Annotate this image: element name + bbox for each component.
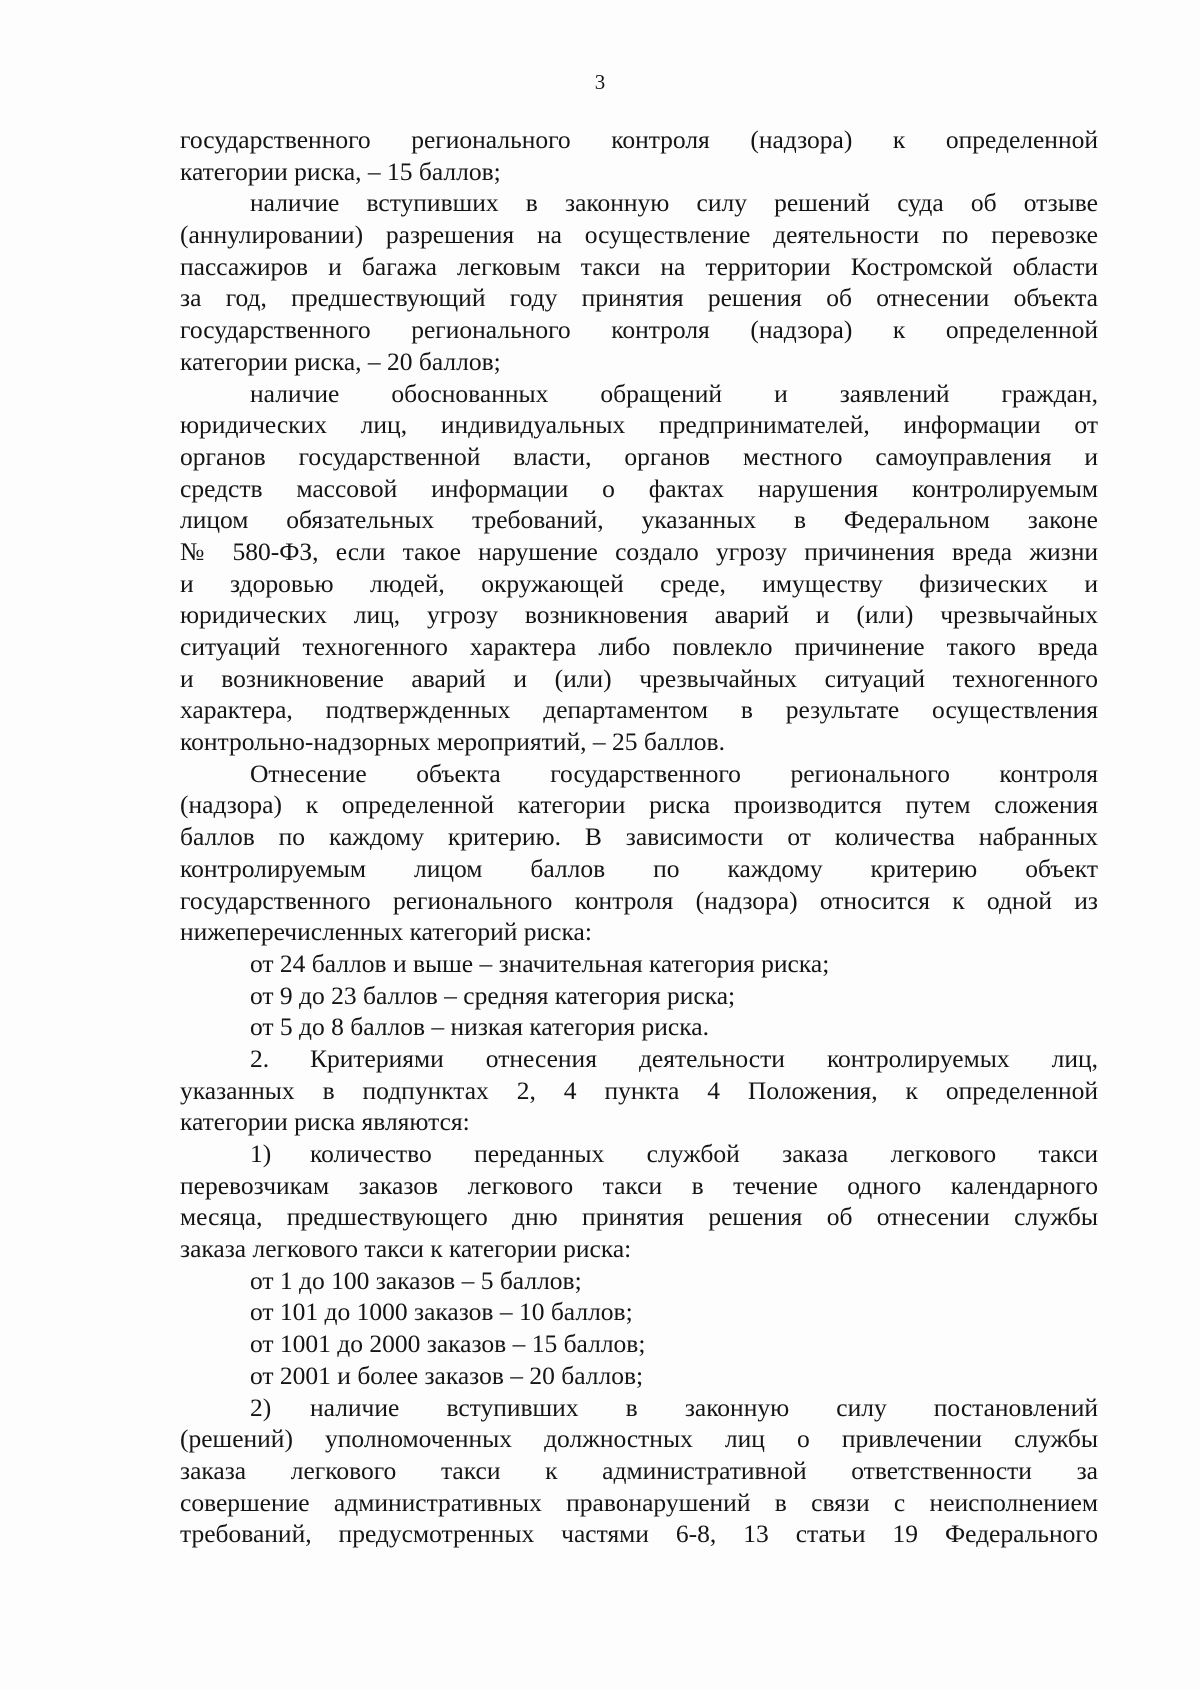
text-line: характера, подтвержденных департаментом в результате осуществления: [180, 695, 1098, 725]
text-line: баллов по каждому критерию. В зависимости от количества набранных: [180, 822, 1098, 852]
text-line: ситуаций техногенного характера либо повлекло причинение такого вреда: [180, 632, 1098, 661]
text-line: заказа легкового такси к административной ответственности за: [180, 1455, 1098, 1485]
text-line: от 9 до 23 баллов – средняя категория риска;: [250, 980, 736, 1010]
text-line: требований, предусмотренных частями 6-8, 13 статьи 19 Федерального: [180, 1519, 1098, 1549]
text-line: указанных в подпунктах 2, 4 пункта 4 Положения, к определенной: [180, 1075, 1098, 1105]
line-text: Критериями отнесения деятельности контролируемых лиц,: [310, 1043, 1098, 1073]
text-line: средств массовой информации о фактах нарушения контролируемым: [180, 473, 1098, 503]
text-line: № 580-ФЗ, если такое нарушение создало угрозу причинения вреда жизни: [180, 536, 1098, 566]
text-line: заказа легкового такси к категории риска:: [180, 1234, 632, 1264]
text-line: государственного регионального контроля (надзора) относится к одной из: [180, 885, 1098, 915]
text-line: наличие вступивших в законную силу решений суда об отзыве: [250, 188, 1098, 218]
text-line: Отнесение объекта государственного регионального контроля: [250, 758, 1098, 788]
text-line: от 1 до 100 заказов – 5 баллов;: [250, 1265, 582, 1295]
page-number: 3: [594, 70, 606, 94]
text-line: юридических лиц, индивидуальных предпринимателей, информации от: [180, 410, 1098, 440]
text-line: [180, 1138, 1098, 1170]
text-line: наличие обоснованных обращений и заявлений граждан,: [250, 378, 1098, 408]
text-line: месяца, предшествующего дню принятия решения об отнесении службы: [180, 1202, 1098, 1232]
text-line: нижеперечисленных категорий риска:: [180, 917, 592, 947]
text-line: (надзора) к определенной категории риска производится путем сложения: [180, 790, 1098, 820]
text-line: от 5 до 8 баллов – низкая категория риска.: [250, 1012, 709, 1042]
list-marker: 2): [250, 1392, 272, 1422]
text-line: [180, 1043, 1098, 1075]
text-line: от 24 баллов и выше – значительная категория риска;: [250, 948, 830, 978]
line-text: количество переданных службой заказа легкового такси: [310, 1139, 1098, 1168]
text-line: (решений) уполномоченных должностных лиц о привлечении службы: [180, 1424, 1098, 1454]
text-line: от 2001 и более заказов – 20 баллов;: [250, 1360, 644, 1390]
list-marker: 1): [250, 1139, 272, 1168]
text-line: органов государственной власти, органов местного самоуправления и: [180, 441, 1098, 471]
text-line: и здоровью людей, окружающей среде, имуществу физических и: [180, 568, 1098, 598]
text-line: государственного регионального контроля (надзора) к определенной: [180, 125, 1098, 154]
text-line: категории риска, – 15 баллов;: [180, 156, 501, 186]
text-line: от 101 до 1000 заказов – 10 баллов;: [250, 1297, 633, 1327]
text-line: и возникновение аварий и (или) чрезвычайных ситуаций техногенного: [180, 663, 1098, 693]
list-marker: 2.: [250, 1043, 270, 1073]
text-line: категории риска, – 20 баллов;: [180, 346, 501, 376]
line-text: наличие вступивших в законную силу постановлений: [310, 1392, 1098, 1422]
text-line: пассажиров и багажа легковым такси на территории Костромской области: [180, 251, 1098, 281]
text-line: (аннулировании) разрешения на осуществление деятельности по перевозке: [180, 220, 1098, 250]
text-line: контрольно-надзорных мероприятий, – 25 баллов.: [180, 727, 725, 757]
text-line: совершение административных правонарушений в связи с неисполнением: [180, 1487, 1098, 1517]
text-line: контролируемым лицом баллов по каждому критерию объект: [180, 853, 1098, 883]
text-line: [180, 1392, 1098, 1424]
text-line: перевозчикам заказов легкового такси в течение одного календарного: [180, 1170, 1098, 1200]
document-body: [180, 124, 1098, 1550]
text-line: за год, предшествующий году принятия решения об отнесении объекта: [180, 283, 1098, 313]
text-line: категории риска являются:: [180, 1107, 470, 1137]
text-line: лицом обязательных требований, указанных в Федеральном законе: [180, 505, 1098, 535]
text-line: государственного регионального контроля (надзора) к определенной: [180, 315, 1098, 345]
text-line: от 1001 до 2000 заказов – 15 баллов;: [250, 1329, 646, 1359]
text-line: юридических лиц, угрозу возникновения аварий и (или) чрезвычайных: [180, 600, 1098, 630]
